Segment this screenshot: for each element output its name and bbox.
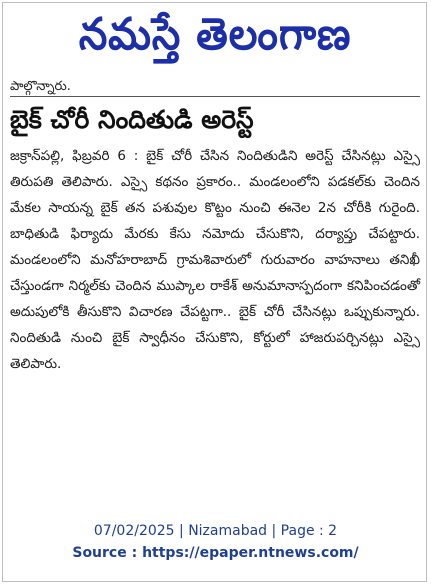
masthead-title: నమస్తే తెలంగాణ (79, 9, 352, 60)
footer (0, 520, 431, 564)
next-article-headline-fragment (10, 496, 260, 508)
footer-source-link[interactable]: Source : https://epaper.ntnews.com/ (72, 545, 359, 561)
article-clipping (10, 79, 420, 502)
previous-article-tail: పాల్గొన్నారు. (10, 79, 71, 94)
footer-date-edition-page: 07/02/2025 | Nizamabad | Page : 2 (93, 523, 338, 539)
newspaper-masthead (0, 4, 431, 76)
article-headline: బైక్‌ చోరీ నిందితుడి అరెస్ట్‌ (10, 105, 254, 134)
divider (10, 96, 420, 97)
article-body: జక్రాన్‌పల్లి, ఫిబ్రవరి 6 : బైక్‌ చోరీ చేసిన నిందితుడిని అరెస్ట్‌ చేసినట్లు ఎస్సై తిరుపతి తెలిపారు. ఎస్సై కథనం ప్రకారం.. మండలంలోని పడకల్‌కు చెందిన మేకల సాయన్న బైక్‌ తన పశువుల కొట్టం నుంచి ఈనెల 2న చోరీకి గురైంది. బాధితుడి ఫిర్యాదు మేరకు కేసు నమోదు చేసుకొని, దర్యాప్తు చేపట్టారు. మండలంలోని మనోహరాబాద్‌ గ్రామశివారులో గురువారం వాహనాలు తనిఖీ చేస్తుండగా నిర్మల్‌కు చెందిన ముప్కాల రాకేశ్‌ అనుమానాస్పదంగా కనిపించడంతో అదుపులోకి తీసుకొని విచారణ చేపట్టగా.. బైక్‌ చోరీ చేసినట్లు ఒప్పుకున్నారు. నిందితుడి నుంచి బైక్‌ స్వాధీనం చేసుకొని, కోర్టులో హాజరుపర్చినట్లు ఎస్సై తెలిపారు. (10, 148, 420, 372)
